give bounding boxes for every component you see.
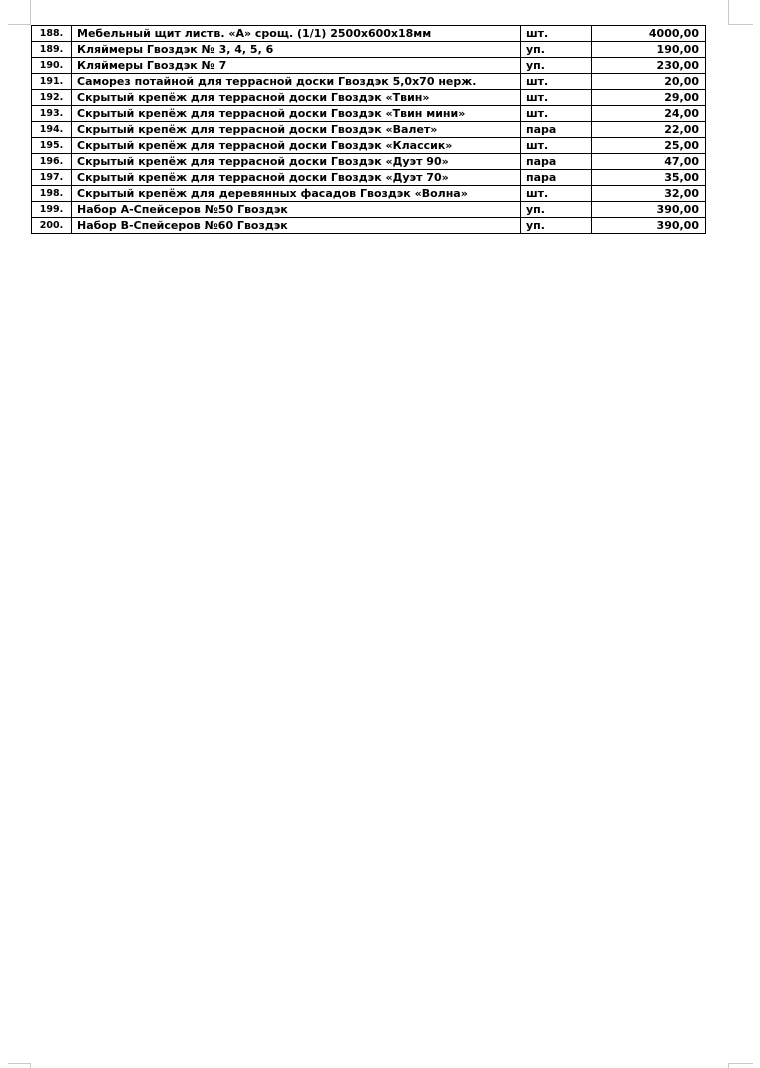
row-number-cell: 191. xyxy=(32,74,72,90)
price-cell: 24,00 xyxy=(592,106,706,122)
unit-cell: пара xyxy=(521,122,592,138)
product-name-cell: Кляймеры Гвоздэк № 3, 4, 5, 6 xyxy=(72,42,521,58)
row-number-cell: 188. xyxy=(32,26,72,42)
crop-mark-top-left xyxy=(8,0,31,25)
unit-cell: уп. xyxy=(521,202,592,218)
product-name-cell: Скрытый крепёж для террасной доски Гвоздэк «Дуэт 70» xyxy=(72,170,521,186)
price-cell: 20,00 xyxy=(592,74,706,90)
price-list-body xyxy=(32,26,706,234)
row-number-cell: 192. xyxy=(32,90,72,106)
unit-cell: шт. xyxy=(521,26,592,42)
unit-cell: шт. xyxy=(521,74,592,90)
table-row xyxy=(32,42,706,58)
table-row xyxy=(32,106,706,122)
price-cell: 190,00 xyxy=(592,42,706,58)
unit-cell: пара xyxy=(521,154,592,170)
product-name-cell: Мебельный щит листв. «А» срощ. (1/1) 2500х600х18мм xyxy=(72,26,521,42)
table-row xyxy=(32,74,706,90)
row-number-cell: 194. xyxy=(32,122,72,138)
row-number-cell: 197. xyxy=(32,170,72,186)
unit-cell: уп. xyxy=(521,42,592,58)
price-cell: 32,00 xyxy=(592,186,706,202)
product-name-cell: Скрытый крепёж для деревянных фасадов Гвоздэк «Волна» xyxy=(72,186,521,202)
product-name-cell: Набор В-Спейсеров №60 Гвоздэк xyxy=(72,218,521,234)
price-cell: 25,00 xyxy=(592,138,706,154)
table-row xyxy=(32,218,706,234)
row-number-cell: 199. xyxy=(32,202,72,218)
product-name-cell: Скрытый крепёж для террасной доски Гвоздэк «Дуэт 90» xyxy=(72,154,521,170)
price-cell: 4000,00 xyxy=(592,26,706,42)
table-row xyxy=(32,90,706,106)
price-cell: 390,00 xyxy=(592,202,706,218)
crop-mark-bottom-right xyxy=(728,1063,753,1068)
crop-mark-top-right xyxy=(728,0,753,25)
table-row xyxy=(32,122,706,138)
table-row xyxy=(32,202,706,218)
table-row xyxy=(32,58,706,74)
price-cell: 390,00 xyxy=(592,218,706,234)
table-row xyxy=(32,170,706,186)
unit-cell: уп. xyxy=(521,218,592,234)
unit-cell: шт. xyxy=(521,90,592,106)
product-name-cell: Скрытый крепёж для террасной доски Гвоздэк «Классик» xyxy=(72,138,521,154)
row-number-cell: 198. xyxy=(32,186,72,202)
price-cell: 230,00 xyxy=(592,58,706,74)
unit-cell: шт. xyxy=(521,106,592,122)
row-number-cell: 195. xyxy=(32,138,72,154)
table-row xyxy=(32,138,706,154)
product-name-cell: Кляймеры Гвоздэк № 7 xyxy=(72,58,521,74)
price-cell: 29,00 xyxy=(592,90,706,106)
unit-cell: пара xyxy=(521,170,592,186)
product-name-cell: Скрытый крепёж для террасной доски Гвоздэк «Твин» xyxy=(72,90,521,106)
product-name-cell: Скрытый крепёж для террасной доски Гвоздэк «Твин мини» xyxy=(72,106,521,122)
product-name-cell: Скрытый крепёж для террасной доски Гвоздэк «Валет» xyxy=(72,122,521,138)
unit-cell: уп. xyxy=(521,58,592,74)
table-row xyxy=(32,26,706,42)
product-name-cell: Саморез потайной для террасной доски Гвоздэк 5,0х70 нерж. xyxy=(72,74,521,90)
unit-cell: шт. xyxy=(521,186,592,202)
table-row xyxy=(32,186,706,202)
row-number-cell: 193. xyxy=(32,106,72,122)
price-list-table xyxy=(31,25,706,234)
table-row xyxy=(32,154,706,170)
price-cell: 22,00 xyxy=(592,122,706,138)
price-cell: 35,00 xyxy=(592,170,706,186)
row-number-cell: 189. xyxy=(32,42,72,58)
row-number-cell: 196. xyxy=(32,154,72,170)
crop-mark-bottom-left xyxy=(8,1063,31,1068)
product-name-cell: Набор А-Спейсеров №50 Гвоздэк xyxy=(72,202,521,218)
unit-cell: шт. xyxy=(521,138,592,154)
row-number-cell: 190. xyxy=(32,58,72,74)
price-cell: 47,00 xyxy=(592,154,706,170)
row-number-cell: 200. xyxy=(32,218,72,234)
